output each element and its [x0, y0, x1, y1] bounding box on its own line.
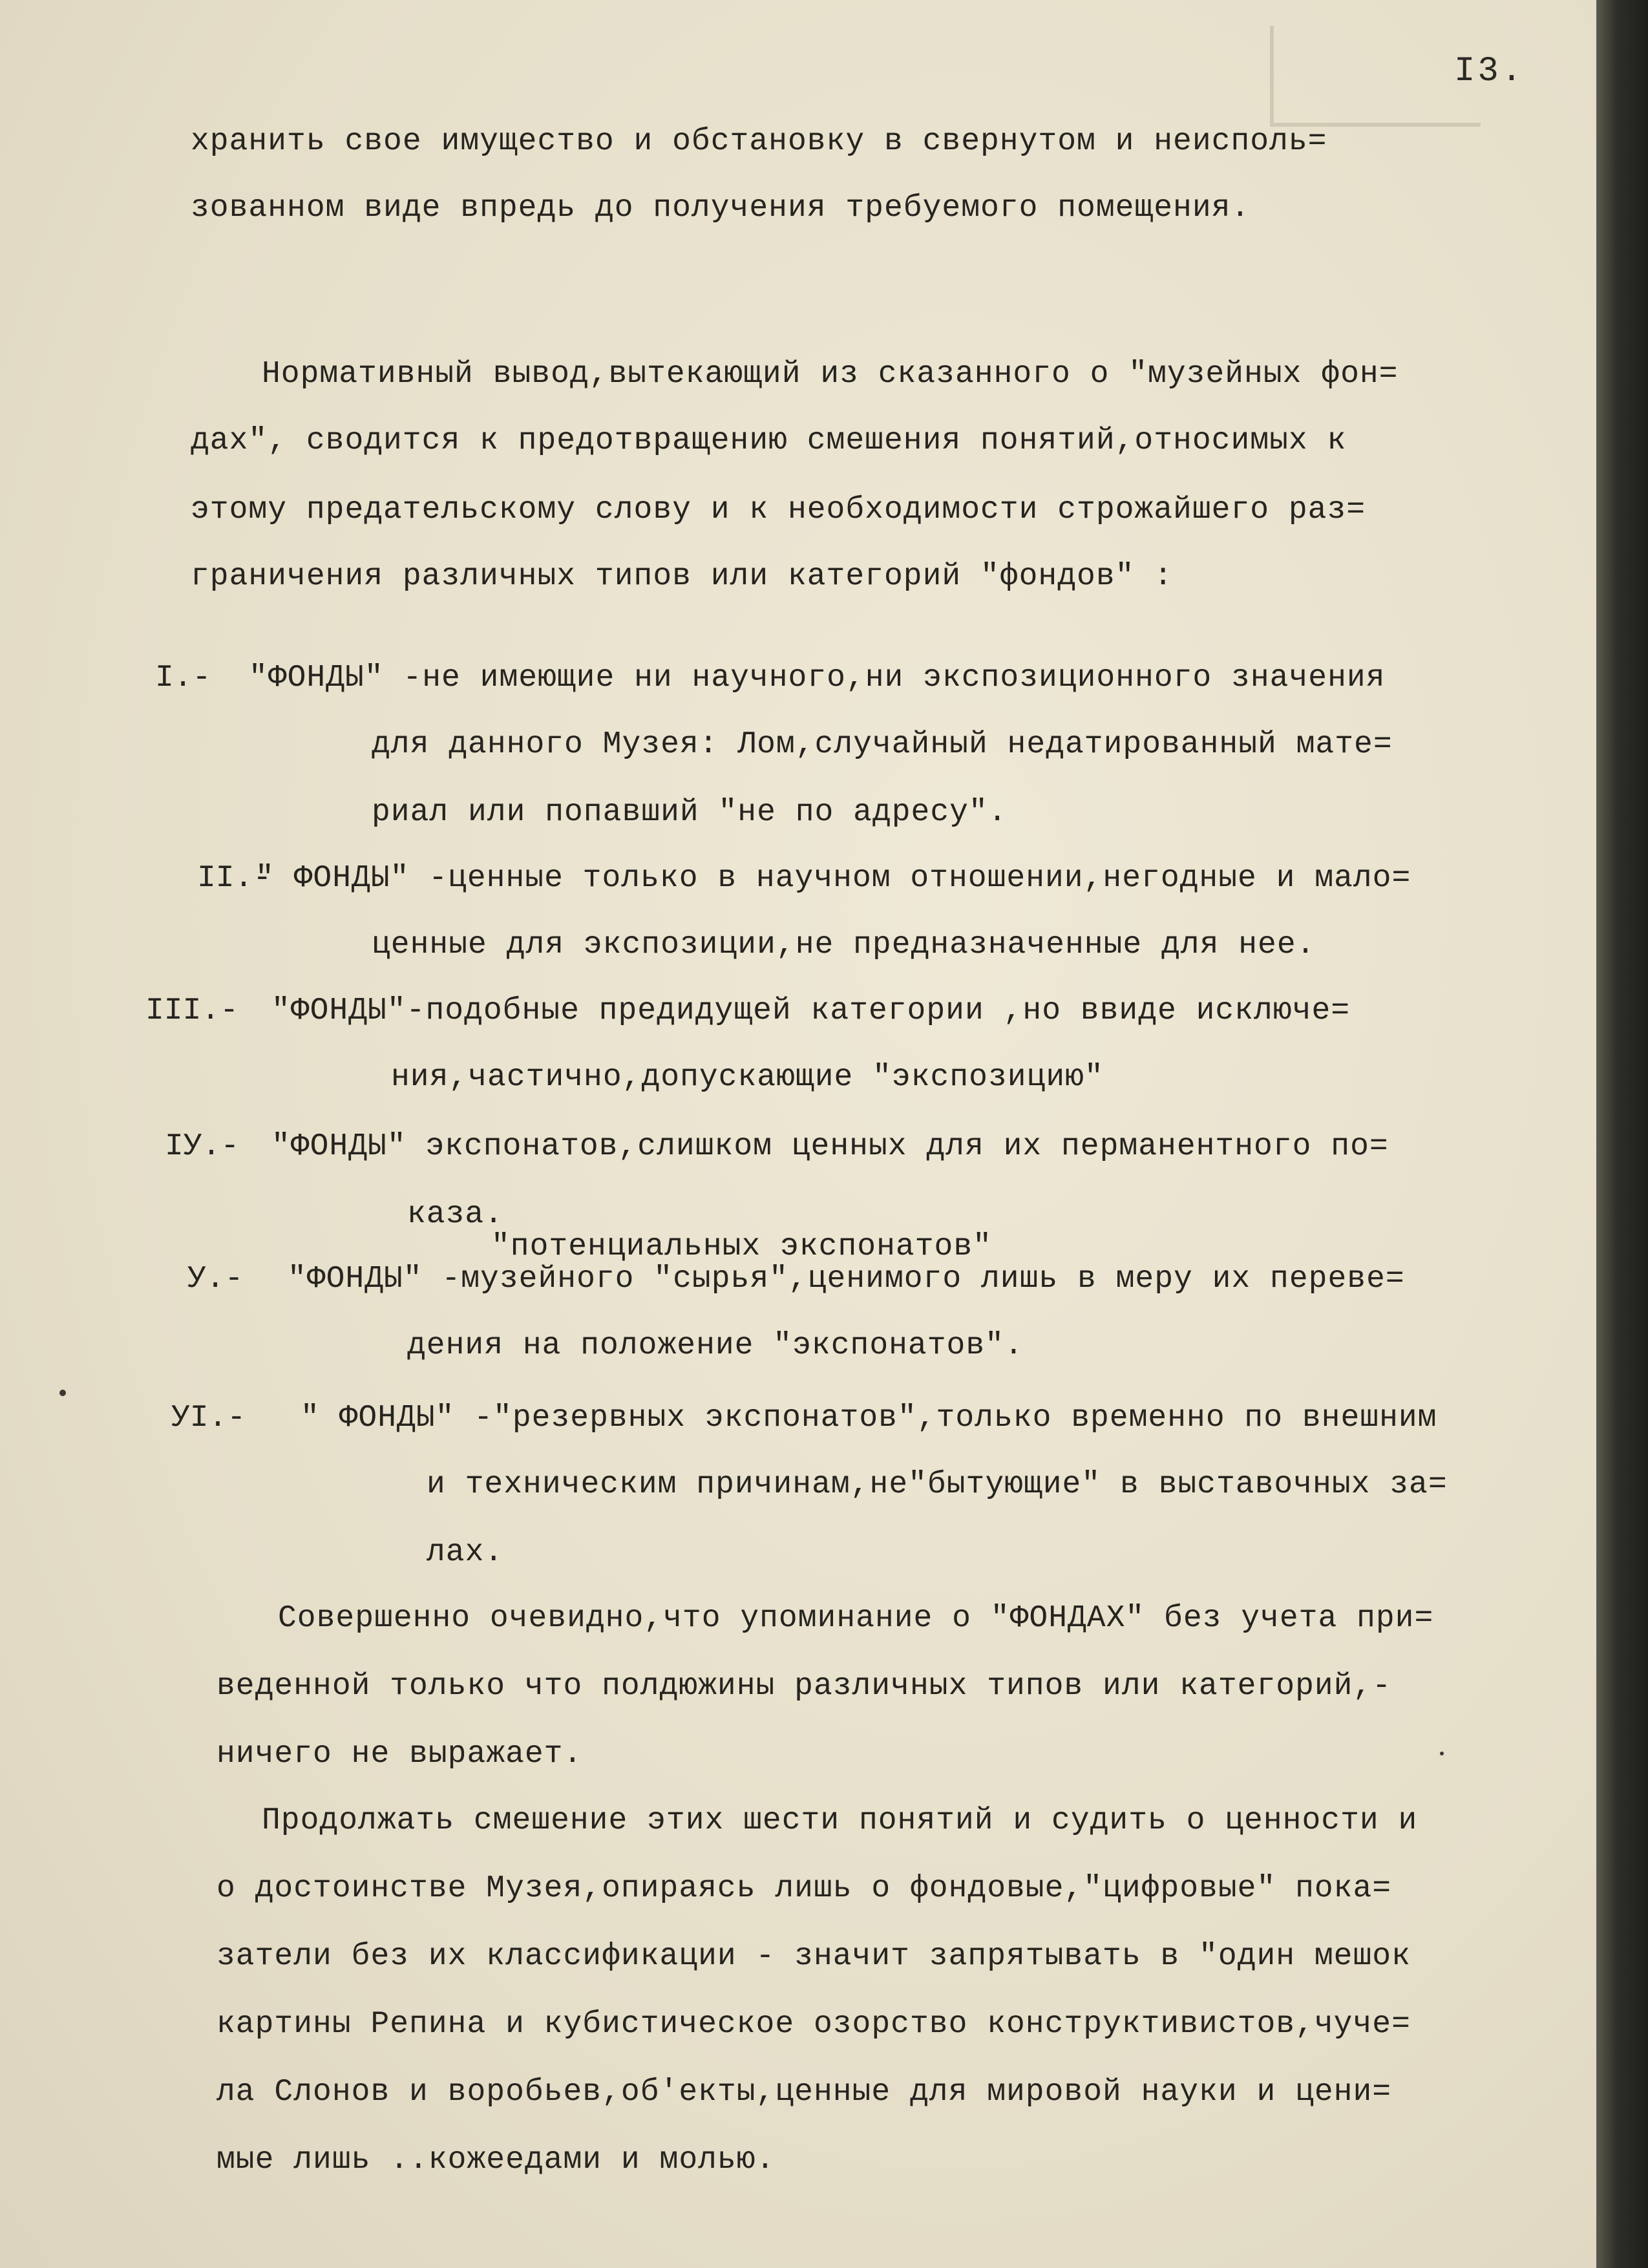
ink-speck — [1440, 1752, 1444, 1755]
list-item-line: дения на положение "экспонатов". — [407, 1328, 1024, 1363]
text-line: затели без их классификации - значит запрятывать в "один мешок — [217, 1939, 1411, 1974]
text-line: картины Репина и кубистическое озорство конструктивистов,чуче= — [217, 2007, 1411, 2042]
text-line: хранить свое имущество и обстановку в свернутом и неисполь= — [191, 124, 1327, 159]
list-item-line: для данного Музея: Лом,случайный недатированный мате= — [372, 727, 1393, 762]
list-item-line: ценные для экспозиции,не предназначенные для нее. — [372, 927, 1316, 962]
list-item-number: УI.- — [171, 1401, 246, 1436]
list-item-insert: "потенциальных экспонатов" — [491, 1229, 992, 1264]
text-line: веденной только что полдюжины различных типов или категорий,- — [217, 1669, 1392, 1704]
list-item-line: лах. — [427, 1535, 504, 1570]
text-line: мые лишь ..кожеедами и молью. — [217, 2143, 776, 2178]
ink-speck — [59, 1390, 66, 1396]
list-item-line: "ФОНДЫ" экспонатов,слишком ценных для их перманентного по= — [271, 1129, 1389, 1164]
list-item-line: " ФОНДЫ" -"резервных экспонатов",только временно по внешним — [301, 1401, 1437, 1436]
list-item-number: II.- — [197, 861, 272, 896]
page-number: I3. — [1454, 52, 1525, 91]
list-item-number: III.- — [145, 993, 239, 1028]
archive-stamp — [1270, 26, 1481, 127]
text-line: зованном виде впредь до получения требуемого помещения. — [191, 191, 1251, 226]
list-item-number: IУ.- — [165, 1129, 240, 1164]
scan-edge — [1596, 0, 1648, 2268]
text-line: о достоинстве Музея,опираясь лишь о фондовые,"цифровые" пока= — [217, 1871, 1392, 1906]
list-item-number: У.- — [187, 1262, 244, 1297]
text-line: Совершенно очевидно,что упоминание о "ФОНДАХ" без учета при= — [278, 1601, 1434, 1636]
list-item-line: каза. — [407, 1197, 504, 1232]
text-line: Продолжать смешение этих шести понятий и судить о ценности и — [262, 1803, 1418, 1838]
text-line: граничения различных типов или категорий "фондов" : — [191, 559, 1174, 594]
text-line: ничего не выражает. — [217, 1737, 583, 1772]
text-line: Нормативный вывод,вытекающий из сказанного о "музейных фон= — [262, 357, 1399, 392]
text-line: ла Слонов и воробьев,об'екты,ценные для мировой науки и цени= — [217, 2075, 1392, 2110]
list-item-line: ния,частично,допускающие "экспозицию" — [391, 1060, 1104, 1095]
list-item-line: "ФОНДЫ"-подобные предидущей категории ,но ввиде исключе= — [271, 993, 1351, 1028]
list-item-line: "ФОНДЫ" -не имеющие ни научного,ни экспозиционного значения — [249, 661, 1386, 695]
text-line: этому предательскому слову и к необходимости строжайшего раз= — [191, 493, 1366, 527]
list-item-line: и техническим причинам,не"бытующие" в выставочных за= — [427, 1467, 1448, 1502]
text-line: дах", сводится к предотвращению смешения понятий,относимых к — [191, 423, 1347, 458]
list-item-line: "ФОНДЫ" -музейного "сырья",ценимого лишь в меру их переве= — [288, 1262, 1405, 1297]
list-item-line: риал или попавший "не по адресу". — [372, 795, 1008, 830]
list-item-line: " ФОНДЫ" -ценные только в научном отношении,негодные и мало= — [255, 861, 1411, 896]
list-item-number: I.- — [155, 661, 211, 695]
